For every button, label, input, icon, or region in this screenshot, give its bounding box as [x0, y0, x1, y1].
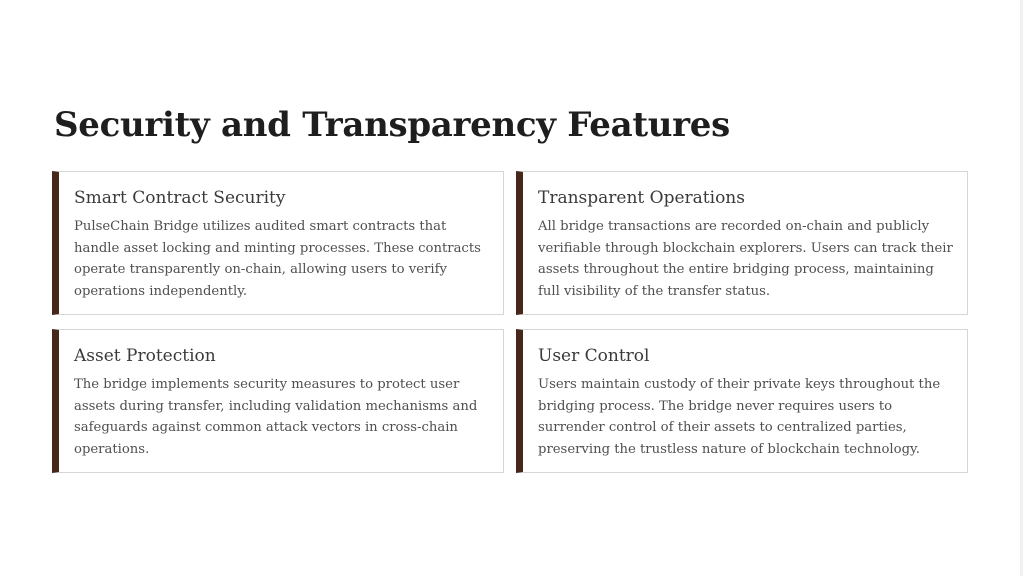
feature-card-transparent-operations — [516, 171, 968, 315]
feature-card-description: PulseChain Bridge utilizes audited smart contracts that handle asset locking and minting processes. These contracts operate transparently on-chain, allowing users to verify operations independently. — [74, 219, 481, 299]
feature-card-user-control — [516, 329, 968, 473]
feature-card-asset-protection — [52, 329, 504, 473]
feature-card-description: Users maintain custody of their private keys throughout the bridging process. The bridge never requires users to surrender control of their assets to centralized parties, preserving the trustless nature of blockchain technology. — [538, 377, 941, 457]
feature-card-title: User Control — [538, 346, 650, 366]
page-title: Security and Transparency Features — [54, 105, 730, 145]
feature-card-title: Transparent Operations — [538, 188, 745, 208]
feature-card-smart-contract-security — [52, 171, 504, 315]
feature-card-title: Asset Protection — [74, 346, 216, 366]
feature-card-description: All bridge transactions are recorded on-chain and publicly verifiable through blockchain explorers. Users can track their assets throughout the entire bridging process, maintaining full visibility of the transfer status. — [538, 219, 953, 299]
feature-card-title: Smart Contract Security — [74, 188, 286, 208]
feature-card-description: The bridge implements security measures to protect user assets during transfer, including validation mechanisms and safeguards against common attack vectors in cross-chain operations. — [74, 377, 478, 457]
